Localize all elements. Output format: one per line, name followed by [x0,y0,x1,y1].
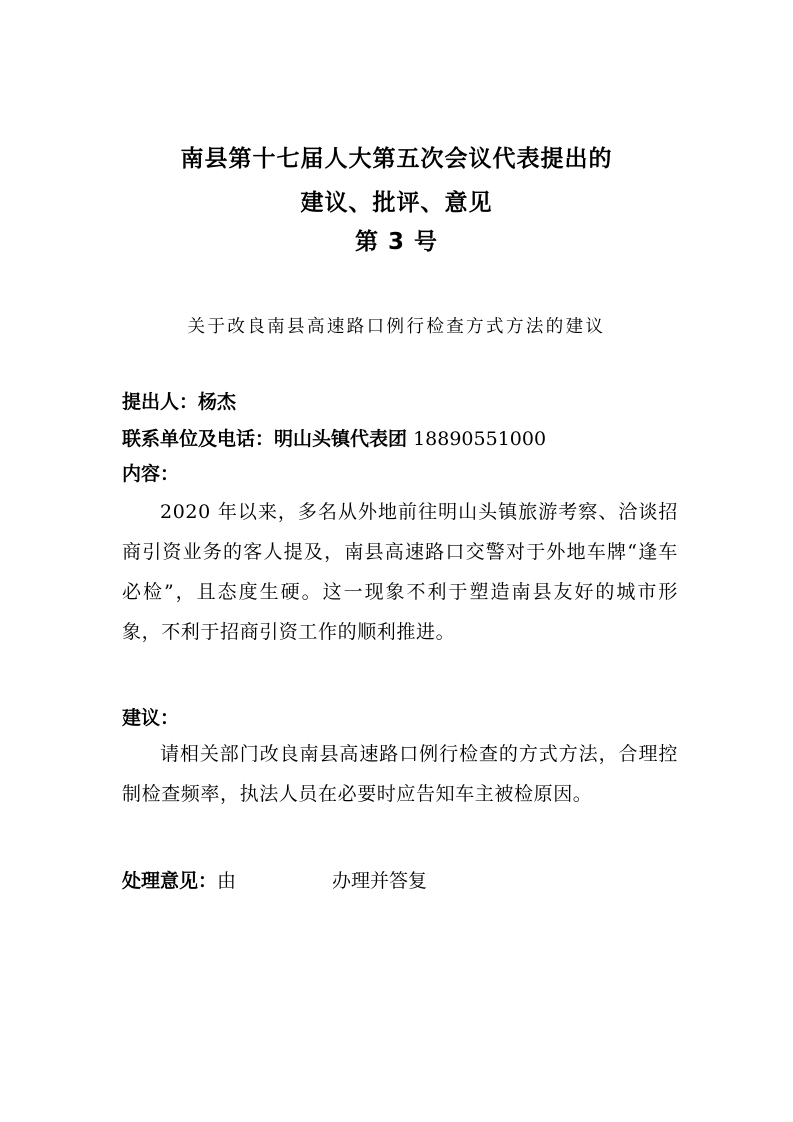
handling-prefix: 由 [217,870,237,892]
document-number: 第 3 号 [354,229,439,255]
handling-label: 处理意见： [122,870,218,892]
content-label: 内容： [122,463,180,485]
document-title-line2: 建议、批评、意见 [300,190,493,216]
suggestion-paragraph: 请相关部门改良南县高速路口例行检查的方式方法，合理控制检查频率，执法人员在必要时应告知车主被检原因。 [122,743,678,805]
proposal-subject: 关于改良南县高速路口例行检查方式方法的建议 [187,317,606,337]
proposer-row [122,387,682,417]
contact-row [122,424,682,454]
handling-row [122,866,682,896]
content-paragraph: 2020 年以来，多名从外地前往明山头镇旅游考察、洽谈招商引资业务的客人提及，南县高速路口交警对于外地车牌“逢车必检”，且态度生硬。这一现象不利于塑造南县友好的城市形象，不利于招商引资工作的顺利推进。 [122,501,678,643]
proposer-name: 杨杰 [198,391,237,413]
document-title-line1: 南县第十七届人大第五次会议代表提出的 [180,146,613,172]
suggestion-label: 建议： [122,707,180,729]
handling-suffix: 办理并答复 [332,870,428,892]
contact-phone: 18890551000 [413,428,547,450]
proposer-label: 提出人： [122,391,199,413]
contact-unit: 明山头镇代表团 [274,428,408,450]
contact-label: 联系单位及电话： [122,428,275,450]
